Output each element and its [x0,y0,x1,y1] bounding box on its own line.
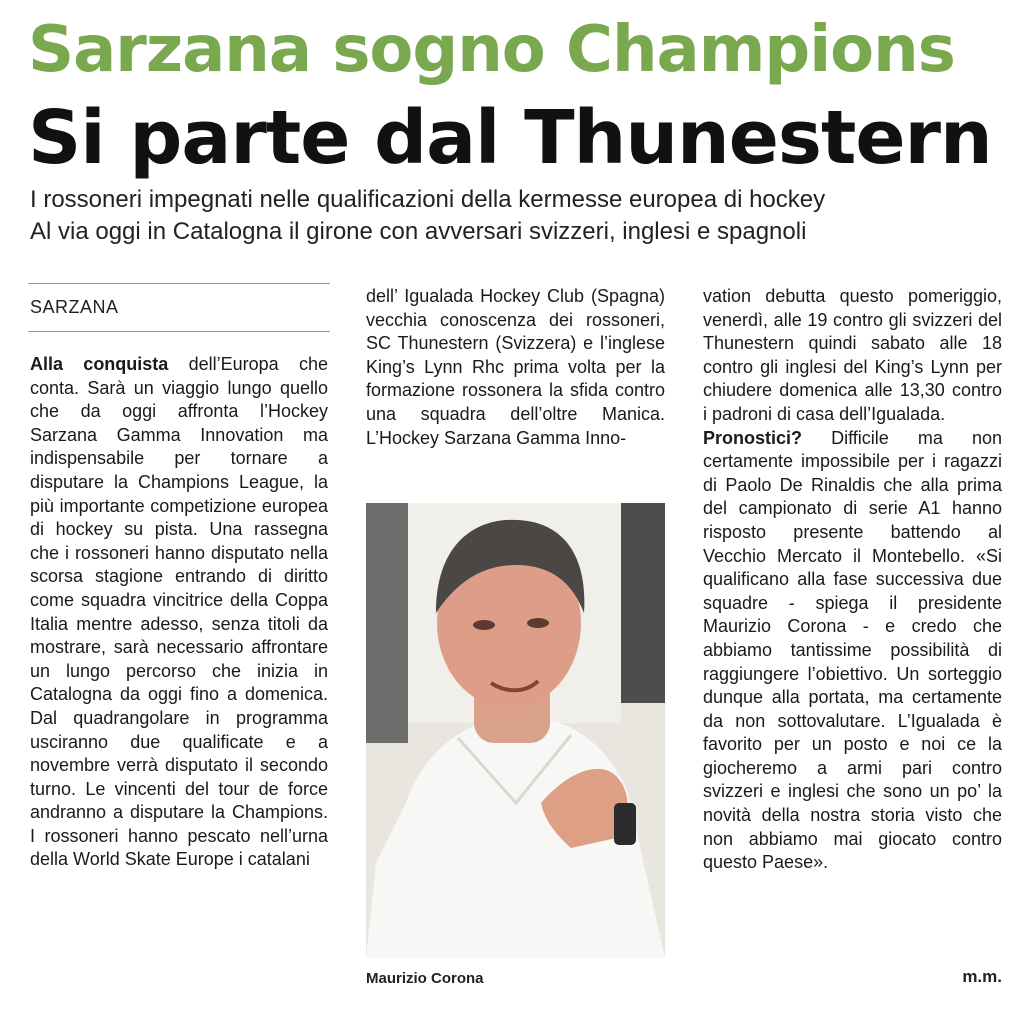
lead-in-bold: Alla conquista [30,354,169,374]
photo-caption: Maurizio Corona [366,970,484,987]
author-signature: m.m. [962,967,1002,986]
column-3-text: vation debutta questo pomeriggio, venerdì, alle 19 contro gli svizzeri del Thunestern quindi sabato alle 18 contro gli inglesi del King’s Lynn per chiudere domenica alle 13,30 contro i padroni di casa dell’Igualada. [703,286,1002,424]
pronostici-text: Difficile ma non certamente impossibile per i ragazzi di Paolo De Rinaldis che alla prima del campionato di serie A1 hanno risposto presente battendo al Vecchio Mercato il Montebello. «Si qualificano alla fase successiva due squadre - spiega il presidente Maurizio Corona - e credo che abbiamo tantissime possibilità di raggiungere l’obiettivo. Un sorteggio dunque alla portata, ma certamente da non sottovalutare. L’Igualada è favorito per un posto e noi ce la giocheremo a armi pari contro svizzeri e inglesi che sono un po’ la novità della nostra storia visto che non abbiamo mai giocato contro questo Paese». [703,427,1002,873]
column-2-text: dell’ Igualada Hockey Club (Spagna) vecchia conoscenza dei rossoneri, SC Thunestern (Svizzera) e l’inglese King’s Lynn Rhc prima volta per la formazione rossonera la sfida contro una squadra dell’oltre Manica. L’Hockey Sarzana Gamma Inno- [366,286,665,448]
article-paragraph-lead [30,353,328,872]
kicker-headline: Sarzana sogno Champions [28,13,955,87]
subtitle-line-2: Al via oggi in Catalogna il girone con avversari svizzeri, inglesi e spagnoli [30,218,807,245]
lead-paragraph-text: dell’Europa che conta. Sarà un viaggio lungo quello che da oggi affronta l’Hockey Sarzana Gamma Innovation ma indispensabile per tornare a disputare la Champions League, la più importante competizione europea di hockey su pista. Una rassegna che i rossoneri hanno disputato nella scorsa stagione entrando di diritto come squadra vincitrice della Coppa Italia mentre adesso, senza titoli da mostrare, sarà necessario affrontare un lungo percorso che inizia in Catalogna da oggi fino a domenica. Dal quadrangolare in programma usciranno due qualificate e a novembre verrà disputato il secondo turno. Le vincenti del tour de force andranno a disputare la Champions. I rossoneri hanno pescato nell’urna della World Skate Europe i catalani [30,354,328,870]
pronostici-bold: Pronostici? [703,427,803,448]
article-column-3 [703,285,1002,875]
dateline-rule-top [28,283,330,284]
article-paragraph-pronostici [703,427,1002,875]
main-headline: Si parte dal Thunestern [28,95,992,181]
portrait-illustration [366,503,665,958]
subtitle-line-1: I rossoneri impegnati nelle qualificazioni della kermesse europea di hockey [30,186,826,213]
dateline: SARZANA [30,297,119,317]
portrait-photo [366,503,665,958]
article-column-2 [366,285,665,450]
dateline-rule-bottom [28,331,330,332]
article-column-1 [30,353,328,872]
subtitle [30,184,1010,248]
